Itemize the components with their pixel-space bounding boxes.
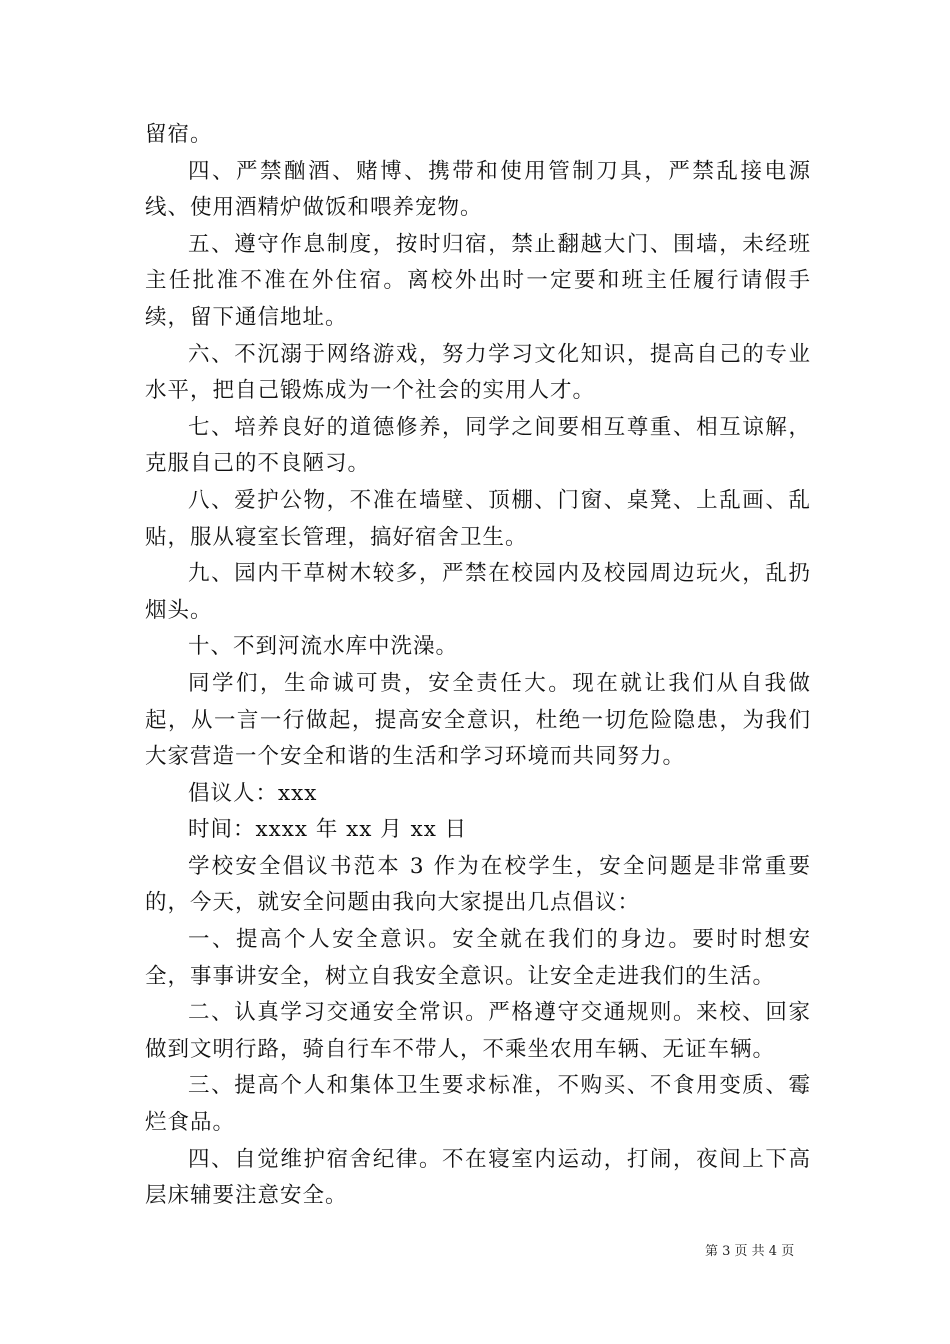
paragraph-proposal-3: 三、提高个人和集体卫生要求标准，不购买、不食用变质、霉烂食品。 <box>145 1073 811 1136</box>
paragraph-rule-9: 九、园内干草树木较多，严禁在校园内及校园周边玩火，乱扔烟头。 <box>145 561 811 623</box>
paragraph-rule-7: 七、培养良好的道德修养，同学之间要相互尊重、相互谅解，克服自己的不良陋习。 <box>145 414 811 477</box>
paragraph-rule-5: 五、遵守作息制度，按时归宿，禁止翻越大门、围墙，未经班主任批准不准在外住宿。离校外出时一定要和班主任履行请假手续，留下通信地址。 <box>145 231 811 330</box>
paragraph-rule-6: 六、不沉溺于网络游戏，努力学习文化知识，提高自己的专业水平，把自己锻炼成为一个社会的实用人才。 <box>145 341 811 404</box>
document-body <box>145 117 811 1215</box>
paragraph-rule-8: 八、爱护公物，不准在墙壁、顶棚、门窗、桌凳、上乱画、乱贴，服从寝室长管理，搞好宿舍卫生。 <box>145 487 811 550</box>
paragraph-rule-4: 四、严禁酗酒、赌博、携带和使用管制刀具，严禁乱接电源线、使用酒精炉做饭和喂养宠物。 <box>145 158 811 221</box>
paragraph-initiator: 倡议人：xxx <box>188 780 318 806</box>
paragraph-template-3-intro: 学校安全倡议书范本 3 作为在校学生，安全问题是非常重要的，今天，就安全问题由我向大家提出几点倡议： <box>145 853 811 916</box>
paragraph-closing-appeal: 同学们，生命诚可贵，安全责任大。现在就让我们从自我做起，从一言一行做起，提高安全意识，杜绝一切危险隐患，为我们大家营造一个安全和谐的生活和学习环境而共同努力。 <box>145 670 811 770</box>
paragraph-proposal-4: 四、自觉维护宿舍纪律。不在寝室内运动，打闹，夜间上下高层床辅要注意安全。 <box>145 1146 811 1209</box>
page-number-footer: 第 3 页 共 4 页 <box>705 1244 795 1259</box>
paragraph-proposal-1: 一、提高个人安全意识。安全就在我们的身边。要时时想安全，事事讲安全，树立自我安全意识。让安全走进我们的生活。 <box>145 927 811 989</box>
paragraph-rule-10: 十、不到河流水库中洗澡。 <box>188 634 459 660</box>
paragraph-proposal-2: 二、认真学习交通安全常识。严格遵守交通规则。来校、回家做到文明行路，骑自行车不带人，不乘坐农用车辆、无证车辆。 <box>145 1000 811 1062</box>
paragraph-date: 时间：xxxx 年 xx 月 xx 日 <box>188 817 468 843</box>
paragraph-continuation: 留宿。 <box>145 122 213 147</box>
